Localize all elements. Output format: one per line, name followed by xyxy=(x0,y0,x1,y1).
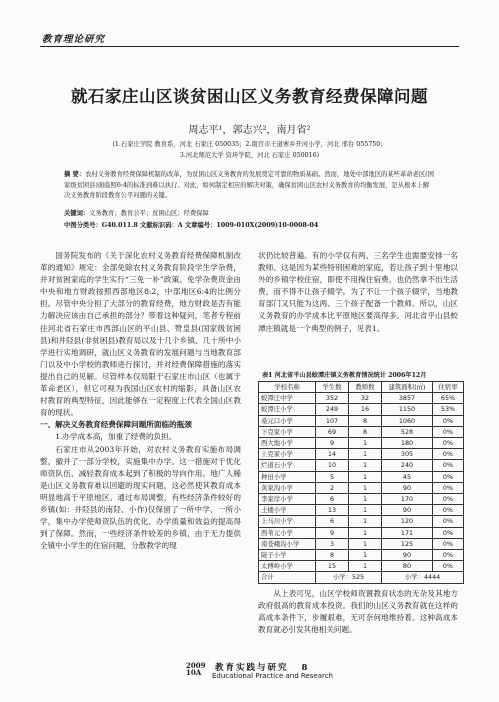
table-cell: 1 xyxy=(349,538,382,549)
table-row xyxy=(259,449,464,460)
table-cell: 1 xyxy=(349,561,382,572)
table-cell: 0% xyxy=(433,561,464,572)
table-row xyxy=(259,505,464,516)
table-cell: 土楼小学 xyxy=(259,505,316,516)
table-cell: 180 xyxy=(382,438,433,449)
article-title: 就石家庄山区谈贫困山区义务教育经费保障问题 xyxy=(71,87,428,106)
footer-page-number: 8 xyxy=(301,663,310,673)
table-cell: 65% xyxy=(433,393,464,404)
table-row xyxy=(259,460,464,471)
abstract xyxy=(64,170,435,202)
table-total-area: 小学：4444 xyxy=(382,572,464,583)
table-1-caption: 表1 河北省平山县蛟潭庄镇义务教育情况统计 2006年12月 xyxy=(262,372,427,379)
table-row xyxy=(259,516,464,527)
table-cell: 下克家小学 xyxy=(259,426,316,437)
table-cell: 170 xyxy=(382,494,433,505)
table-cell: 0% xyxy=(433,415,464,426)
left-column xyxy=(40,250,241,552)
table-row xyxy=(259,550,464,561)
table-cell: 黄家沟小学 xyxy=(259,482,316,493)
table-cell: 蛟潭庄小学 xyxy=(259,404,316,415)
right-paragraph-1: 状仍比较普遍。有的小学仅有两、三名学生也需要安排一名教师。这是因为某些特别困难的家庭，若让孩子到十里地以外的乡镇学校住宿，即使不用掏住宿费，也仍然拿不出生活费，而不得不让孩子辍学。为了不让一个孩子辍学，当地教育部门又只能为这两、三个孩子配备一个教师。所以，山区义务教育的办学成本比平原地区要高得多。河北省平山县蛟潭庄镇就是一个典型的例子，见表1。 xyxy=(258,251,458,333)
table-cell: 1 xyxy=(349,550,382,561)
table-row xyxy=(259,426,464,437)
table-total-label: 合计 xyxy=(259,572,316,583)
table-cell: 0% xyxy=(433,494,464,505)
table-cell: 3 xyxy=(316,538,349,549)
footer-journal-name: 教育实践与研究 xyxy=(215,663,289,673)
table-cell: 0% xyxy=(433,550,464,561)
table-cell: 0% xyxy=(433,471,464,482)
left-paragraph-2: 石家庄市从2003年开始，对农村义务教育实施布局调整，撤并了一部分学校，实施集中办学。这一措施对于优化师资队伍、减轻教育成本起到了积极的导向作用。地广人稀是山区义务教育难以回避的现实问题，这必然使其教育成本明显地高于平原地区。通过布局调整，有些经济条件较好的乡镇(如：井陉县的南陉、小作)仅保留了一所中学、一所小学，集中办学使师资队伍的优化、办学质量和效益的提高得到了保障。然而，一些经济条件较差的乡镇，由于无力提供全镇中小学生的住宿问题，分散教学的现 xyxy=(40,444,241,551)
table-header-cell: 住宿率 xyxy=(433,382,464,393)
table-cell: 14 xyxy=(316,449,349,460)
footer-journal-en: Educational Practice and Research xyxy=(212,672,333,680)
table-cell: 1 xyxy=(349,438,382,449)
table-cell: 太傅岭小学 xyxy=(259,561,316,572)
table-row xyxy=(259,482,464,493)
table-cell: 45 xyxy=(382,471,433,482)
affiliation-line-2: 3.河北师范大学 资环学院，河北 石家庄 050016) xyxy=(179,152,320,159)
table-cell: 9 xyxy=(316,438,349,449)
table-cell: 5 xyxy=(316,471,349,482)
table-cell: 陡子小学 xyxy=(259,550,316,561)
table-cell: 李家岸小学 xyxy=(259,494,316,505)
table-cell: 6 xyxy=(316,516,349,527)
table-cell: 西大地小学 xyxy=(259,438,316,449)
table-row xyxy=(259,471,464,482)
abstract-text: 农村义务教育经费保障机制的改革，为贫困山区义务教育的发展奠定可靠的物质基础。然而，地处中部地区的某些革命老区(国家级贫困县)面临照6:4的标准到难以执行。对此，如何制定相应的解决对策，确保贫困山区农村义务教育的均衡发展，是从根本上解决义务教育阶段教育公平问题的关键。 xyxy=(64,171,434,199)
right-column xyxy=(258,250,458,335)
table-cell: 种田小学 xyxy=(259,471,316,482)
table-cell: 0% xyxy=(433,438,464,449)
table-cell: 8 xyxy=(316,550,349,561)
table-cell: 1 xyxy=(349,516,382,527)
table-cell: 8 xyxy=(349,415,382,426)
subheading-1: 1.办学成本高，加重了经费的负担。 xyxy=(55,432,177,442)
table-cell: 10 xyxy=(316,460,349,471)
left-paragraph-1: 国务院发布的《关于深化农村义务教育经费保障机制改革的通知》规定：全部免除农村义务教育阶段学生学杂费，并对贫困家庭的学生实行“三免一补”政策。免学杂费资金由中央和地方财政按照西部地区8:2，中部地区6:4的比例分担。尽管中央分担了大部分的教育经费，地方财政是否有能力解决应该由自己承担的部分？带着这种疑问，笔者专程前往河北省石家庄市西部山区的平山县、赞皇县(国家级贫困县)和井陉县(非贫困县)教育局以及十几个乡镇、几十所中小学进行实地调研，就山区义务教育的发展问题与当地教育部门以及中小学校的教师进行探讨，并对经费保障措施的落实提出自己的见解。尽管样本仅局限于石家庄市山区（也属于革命老区），但它可视为我国山区农村的缩影，具备山区农村教育的典型特征，因此能够在一定程度上代表全国山区教育的现状。 xyxy=(40,251,241,418)
journal-header: 教育理论研究 xyxy=(42,34,106,45)
table-row xyxy=(259,393,464,404)
table-header-cell: 教师数 xyxy=(349,382,382,393)
table-header-cell: 学校名称 xyxy=(259,382,316,393)
table-cell: 249 xyxy=(316,404,349,415)
table-cell: 1150 xyxy=(382,404,433,415)
table-cell: 0% xyxy=(433,538,464,549)
table-cell: 32 xyxy=(349,393,382,404)
table-row xyxy=(259,415,464,426)
table-cell: 15 xyxy=(316,561,349,572)
table-cell: 13 xyxy=(316,505,349,516)
table-total-students: 小学：525 xyxy=(316,572,382,583)
right-paragraph-2: 从上表可见，山区学校师资置教育状态的无杂及其地方政府很高的教育成本投资。我们的山区义务教育就在这样的高成本条件下，步履艰难，无可奈何地维持着。这种高成本教育就必引发其他相关问题。 xyxy=(258,589,458,635)
affiliation-line-1: (1.石家庄学院 教育系，河北 石家庄 050035；2.南宫市王道寨乡开河小学，河北 邢台 055750； xyxy=(112,141,387,148)
table-cell: 1 xyxy=(349,527,382,538)
table-cell: 240 xyxy=(382,460,433,471)
table-cell: 0% xyxy=(433,516,464,527)
table-cell: 上马川小学 xyxy=(259,516,316,527)
authors: 周志平¹，郭志兴²，南月省² xyxy=(188,125,311,136)
table-cell: 3857 xyxy=(382,393,433,404)
table-body xyxy=(259,393,464,572)
table-row xyxy=(259,438,464,449)
table-cell: 蛟潭庄中学 xyxy=(259,393,316,404)
table-cell: 0% xyxy=(433,426,464,437)
table-cell: 0% xyxy=(433,505,464,516)
table-cell: 16 xyxy=(349,404,382,415)
table-1-wrapper xyxy=(258,381,464,584)
table-cell: 桑元口小学 xyxy=(259,415,316,426)
table-cell: 528 xyxy=(382,426,433,437)
table-row xyxy=(259,561,464,572)
table-1 xyxy=(258,381,464,584)
table-cell: 0% xyxy=(433,527,464,538)
table-cell: 305 xyxy=(382,449,433,460)
table-row xyxy=(259,494,464,505)
table-cell: 90 xyxy=(382,482,433,493)
table-cell: 171 xyxy=(382,527,433,538)
table-cell: 烂道石小学 xyxy=(259,460,316,471)
table-header-row xyxy=(259,382,464,393)
keywords xyxy=(64,209,435,220)
keywords-text: 义务教育；教育公平；贫困山区；经费保障 xyxy=(89,210,209,217)
table-header-cell: 建筑面积(㎡) xyxy=(382,382,433,393)
table-cell: 53% xyxy=(433,404,464,415)
table-cell: 352 xyxy=(316,393,349,404)
table-header-cell: 学生数 xyxy=(316,382,349,393)
footer-issue xyxy=(186,662,205,676)
table-row xyxy=(259,527,464,538)
table-row xyxy=(259,404,464,415)
table-cell: 107 xyxy=(316,415,349,426)
table-cell: 6 xyxy=(316,494,349,505)
table-cell: 80 xyxy=(382,561,433,572)
footer-issue-year: 2009 xyxy=(186,661,206,670)
table-cell: 1 xyxy=(349,449,382,460)
table-cell: 0% xyxy=(433,482,464,493)
footer-issue-number: 10A xyxy=(186,668,202,677)
table-cell: 8 xyxy=(349,426,382,437)
table-cell: 南苍峨沟小学 xyxy=(259,538,316,549)
table-cell: 1 xyxy=(349,494,382,505)
table-cell: 90 xyxy=(382,550,433,561)
table-cell: 1 xyxy=(349,505,382,516)
table-cell: 125 xyxy=(382,538,433,549)
table-cell: 90 xyxy=(382,505,433,516)
table-cell: 2 xyxy=(316,482,349,493)
classification-line: 中图分类号：G40.011.8 文献标识码：A 文章编号：1009-010X(2009)10-0008-04 xyxy=(64,222,319,229)
keywords-label: 关键词： xyxy=(64,210,90,217)
table-row xyxy=(259,538,464,549)
section-heading-1: 一、解决义务教育经费保障问题所面临的瓶颈 xyxy=(40,420,192,430)
table-cell: 西苇元小学 xyxy=(259,527,316,538)
table-cell: 0% xyxy=(433,460,464,471)
table-cell: 120 xyxy=(382,516,433,527)
table-total-row xyxy=(259,572,464,583)
abstract-label: 摘 要： xyxy=(64,171,86,178)
right-column-continued xyxy=(258,588,458,636)
table-cell: 上克家小学 xyxy=(259,449,316,460)
table-cell: 9 xyxy=(316,527,349,538)
table-cell: 1060 xyxy=(382,415,433,426)
table-cell: 0% xyxy=(433,449,464,460)
table-cell: 1 xyxy=(349,460,382,471)
header-rule xyxy=(40,46,459,47)
table-cell: 1 xyxy=(349,482,382,493)
table-cell: 69 xyxy=(316,426,349,437)
table-cell: 1 xyxy=(349,471,382,482)
